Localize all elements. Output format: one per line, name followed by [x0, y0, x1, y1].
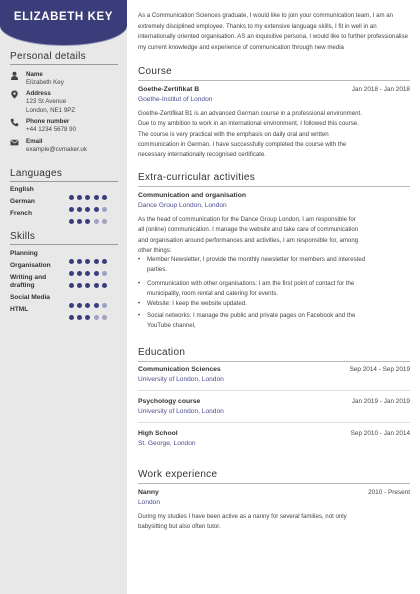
skill-row — [10, 294, 120, 304]
education-separator — [138, 390, 410, 391]
course-description: Goethe-Zertifikat B1 is an advanced German course in a professional environment. Due to my ambition to work in an international environment, I followed this course. The course is very practical with the emphasis on daily oral and written communication in German. I have successfully completed the course with the necessary internationally recognised certificate. — [138, 110, 362, 159]
education-org: University of London, London — [138, 408, 224, 415]
bullet-item: • Member Newsletter, I provide the monthly newsletter for members and interested parties. — [138, 255, 368, 276]
skill-name: Planning — [10, 250, 38, 257]
phone-label: Phone number — [26, 118, 70, 125]
course-heading: Course — [138, 66, 173, 77]
language-level-dot — [77, 219, 82, 224]
skill-level-dot — [85, 315, 90, 320]
language-level-dot — [102, 219, 107, 224]
language-name: French — [10, 210, 32, 217]
profile-summary: As a Communication Sciences graduate, I would like to join your communication team, I am an extremely disciplined employee. Thanks to my extensive language skills, I fit in well in an internationally oriented organisation. AS an inquisitive persona, I would like to further professionalise my current knowledge and experience of communication through new media — [138, 12, 408, 51]
skill-name: HTML — [10, 306, 29, 313]
bullet-item: • Social networks: I manage the public and private pages on Facebook and the YouTube channel, — [138, 311, 368, 332]
language-row — [10, 210, 120, 220]
extra-divider — [138, 186, 410, 187]
language-name: English — [10, 186, 34, 193]
person-icon — [10, 71, 19, 80]
language-level-dot — [85, 219, 90, 224]
languages-heading: Languages — [10, 168, 63, 179]
skill-level-dot — [94, 315, 99, 320]
skill-name: Writing and drafting — [10, 274, 47, 289]
extra-heading: Extra-curricular activities — [138, 172, 256, 183]
work-title: Nanny — [138, 489, 159, 496]
skill-level-dot — [77, 283, 82, 288]
language-level-dot — [69, 219, 74, 224]
skill-row — [10, 250, 120, 260]
name-label: Name — [26, 71, 43, 78]
education-title: High School — [138, 430, 178, 437]
education-divider — [138, 361, 410, 362]
skill-name: Organisation — [10, 262, 51, 269]
education-heading: Education — [138, 347, 186, 358]
skill-level — [69, 307, 110, 325]
course-org: Goethe-Institut of London — [138, 96, 213, 103]
skill-row — [10, 274, 120, 289]
skill-row — [10, 262, 120, 272]
skill-row — [10, 306, 120, 316]
name-value: Elizabeth Key — [26, 79, 64, 86]
language-level — [69, 211, 110, 229]
address-value: 123 St Avenue London, NE1 9PZ — [26, 98, 76, 114]
skill-level-dot — [69, 283, 74, 288]
skills-divider — [10, 244, 118, 245]
extra-org: Dance Group London, London — [138, 202, 227, 209]
work-org: London — [138, 499, 161, 506]
skill-level-dot — [85, 283, 90, 288]
location-pin-icon — [10, 90, 19, 99]
course-title: Goethe-Zertifikat B — [138, 86, 200, 93]
bullet-item: • Website: I keep the website updated. — [138, 299, 368, 309]
skill-level-dot — [77, 315, 82, 320]
education-date: Jan 2019 - Jan 2019 — [351, 398, 410, 405]
personal-details-divider — [10, 64, 118, 65]
education-title: Psychology course — [138, 398, 201, 405]
email-label: Email — [26, 138, 43, 145]
address-label: Address — [26, 90, 51, 97]
languages-divider — [10, 181, 118, 182]
skill-level — [69, 275, 110, 293]
extra-title: Communication and organisation — [138, 192, 247, 199]
mail-icon — [10, 138, 19, 147]
education-title: Communication Sciences — [138, 366, 221, 373]
skill-level-dot — [94, 283, 99, 288]
work-divider — [138, 483, 410, 484]
skill-level-dot — [69, 315, 74, 320]
bullet-item: • Communication with other organisations: I am the first point of contact for the municipality, room rental and catering for events. — [138, 279, 368, 300]
phone-icon — [10, 118, 19, 127]
education-separator — [138, 422, 410, 423]
work-heading: Work experience — [138, 469, 218, 480]
course-date: Jan 2018 - Jan 2018 — [351, 86, 410, 93]
personal-details-heading: Personal details — [10, 51, 86, 62]
work-date: 2010 - Present — [368, 489, 410, 496]
candidate-name: ELIZABETH KEY — [13, 11, 114, 23]
education-date: Sep 2014 - Sep 2019 — [349, 366, 410, 373]
skill-level-dot — [102, 283, 107, 288]
course-divider — [138, 80, 410, 81]
extra-description: As the head of communication for the Dance Group London, I am responsible for all (online) communication. I manage the website and take care of communication and organisation around performances and activities, I am responsible for, among other things: — [138, 216, 359, 254]
skill-name: Social Media — [10, 294, 50, 301]
work-description: During my studies I have been active as a nanny for several families, not only babysitting but also often tutor. — [138, 513, 347, 531]
skills-heading: Skills — [10, 231, 36, 242]
education-org: St. George, London — [138, 440, 196, 447]
language-name: German — [10, 198, 35, 205]
education-org: University of London, London — [138, 376, 224, 383]
language-row — [10, 198, 120, 208]
skill-level-dot — [102, 315, 107, 320]
education-date: Sep 2010 - Jan 2014 — [350, 430, 410, 437]
email-value[interactable]: example@cvmaker.uk — [26, 146, 87, 153]
phone-value: +44 1234 5678 90 — [26, 126, 77, 133]
language-row — [10, 186, 120, 196]
language-level-dot — [94, 219, 99, 224]
